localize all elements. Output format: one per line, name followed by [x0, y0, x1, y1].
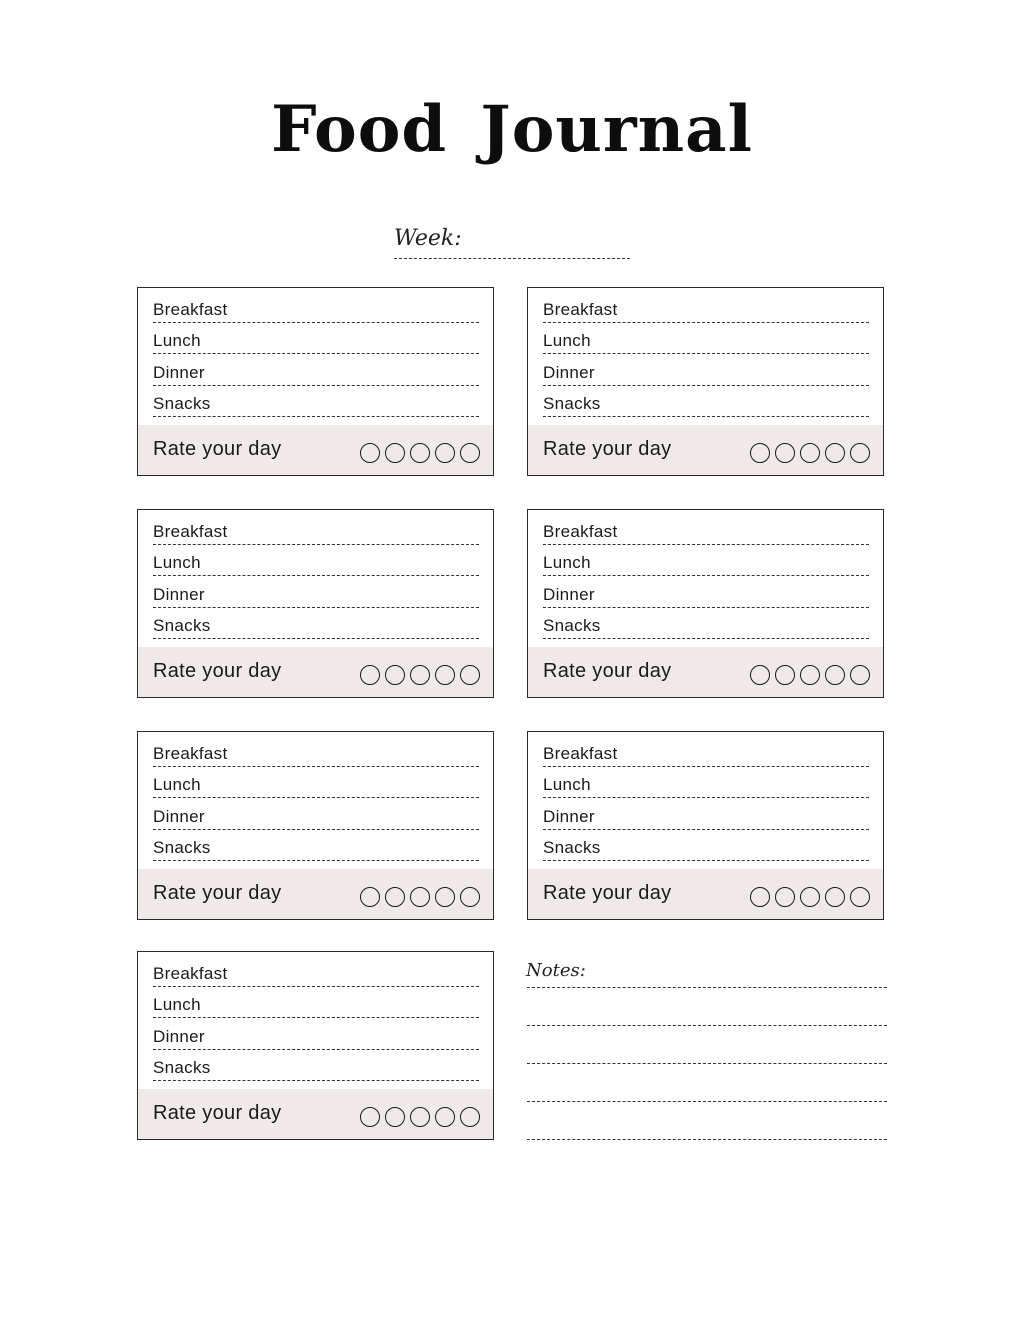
meal-line-dinner[interactable] — [543, 805, 869, 830]
rating-circle-5[interactable] — [850, 887, 870, 907]
meal-line-breakfast[interactable] — [543, 742, 869, 767]
meal-label-breakfast: Breakfast — [543, 522, 618, 541]
rating-circle-5[interactable] — [850, 665, 870, 685]
meal-label-lunch: Lunch — [153, 995, 201, 1014]
rating-circle-1[interactable] — [750, 665, 770, 685]
rating-circle-3[interactable] — [800, 443, 820, 463]
day-card-4 — [527, 509, 884, 698]
meal-label-dinner: Dinner — [153, 1027, 205, 1046]
rating-circle-2[interactable] — [385, 1107, 405, 1127]
rating-circle-1[interactable] — [360, 1107, 380, 1127]
rating-circle-2[interactable] — [385, 443, 405, 463]
rating-circle-5[interactable] — [460, 887, 480, 907]
rate-your-day-label: Rate your day — [543, 660, 672, 682]
rating-circle-1[interactable] — [360, 887, 380, 907]
meal-line-snacks[interactable] — [153, 836, 479, 861]
meal-line-breakfast[interactable] — [543, 298, 869, 323]
day-card-7 — [137, 951, 494, 1140]
rate-your-day-section — [138, 1089, 493, 1139]
page-title: Food Journal — [271, 92, 753, 167]
meal-label-dinner: Dinner — [543, 585, 595, 604]
meal-label-lunch: Lunch — [543, 553, 591, 572]
meal-line-snacks[interactable] — [543, 392, 869, 417]
notes-line-5[interactable] — [527, 1139, 887, 1140]
meal-line-dinner[interactable] — [153, 1025, 479, 1050]
meal-label-lunch: Lunch — [543, 775, 591, 794]
rating-circle-1[interactable] — [360, 443, 380, 463]
meal-line-snacks[interactable] — [543, 614, 869, 639]
meal-label-breakfast: Breakfast — [153, 744, 228, 763]
rate-your-day-label: Rate your day — [153, 882, 282, 904]
rate-your-day-label: Rate your day — [153, 438, 282, 460]
meal-line-breakfast[interactable] — [543, 520, 869, 545]
rating-circle-5[interactable] — [460, 443, 480, 463]
meal-label-snacks: Snacks — [153, 616, 211, 635]
rating-circle-3[interactable] — [410, 443, 430, 463]
meal-label-dinner: Dinner — [153, 585, 205, 604]
rating-circle-2[interactable] — [775, 887, 795, 907]
rate-your-day-label: Rate your day — [153, 660, 282, 682]
rating-circle-5[interactable] — [460, 1107, 480, 1127]
rate-your-day-label: Rate your day — [543, 882, 672, 904]
rating-circle-4[interactable] — [435, 887, 455, 907]
meal-line-snacks[interactable] — [153, 614, 479, 639]
rate-your-day-section — [138, 425, 493, 475]
rating-circle-5[interactable] — [460, 665, 480, 685]
meal-label-lunch: Lunch — [153, 775, 201, 794]
meal-line-breakfast[interactable] — [153, 962, 479, 987]
day-card-2 — [527, 287, 884, 476]
meal-line-dinner[interactable] — [153, 805, 479, 830]
rate-your-day-label: Rate your day — [543, 438, 672, 460]
meal-line-dinner[interactable] — [153, 361, 479, 386]
meal-line-lunch[interactable] — [153, 773, 479, 798]
notes-line-2[interactable] — [527, 1025, 887, 1026]
week-label: Week: — [394, 226, 462, 251]
rating-circle-1[interactable] — [750, 887, 770, 907]
meal-line-breakfast[interactable] — [153, 520, 479, 545]
rating-circle-2[interactable] — [775, 665, 795, 685]
meal-line-lunch[interactable] — [153, 329, 479, 354]
notes-line-3[interactable] — [527, 1063, 887, 1064]
meal-label-dinner: Dinner — [153, 807, 205, 826]
notes-line-4[interactable] — [527, 1101, 887, 1102]
rating-circle-3[interactable] — [410, 665, 430, 685]
day-card-3 — [137, 509, 494, 698]
rating-circle-1[interactable] — [750, 443, 770, 463]
meal-line-lunch[interactable] — [543, 551, 869, 576]
meal-line-dinner[interactable] — [543, 361, 869, 386]
meal-line-snacks[interactable] — [153, 392, 479, 417]
meal-line-dinner[interactable] — [543, 583, 869, 608]
meal-line-breakfast[interactable] — [153, 298, 479, 323]
meal-label-lunch: Lunch — [153, 331, 201, 350]
rating-circle-2[interactable] — [385, 887, 405, 907]
meal-line-dinner[interactable] — [153, 583, 479, 608]
rating-circle-3[interactable] — [410, 887, 430, 907]
rating-circle-4[interactable] — [435, 665, 455, 685]
meal-label-snacks: Snacks — [153, 1058, 211, 1077]
meal-label-breakfast: Breakfast — [153, 300, 228, 319]
rating-circle-2[interactable] — [385, 665, 405, 685]
meal-label-dinner: Dinner — [153, 363, 205, 382]
rating-circle-4[interactable] — [435, 1107, 455, 1127]
rate-your-day-label: Rate your day — [153, 1102, 282, 1124]
meal-label-snacks: Snacks — [153, 394, 211, 413]
rate-your-day-section — [138, 869, 493, 919]
meal-label-snacks: Snacks — [153, 838, 211, 857]
day-card-6 — [527, 731, 884, 920]
day-card-5 — [137, 731, 494, 920]
meal-label-lunch: Lunch — [153, 553, 201, 572]
rating-circle-1[interactable] — [360, 665, 380, 685]
rate-your-day-section — [528, 869, 883, 919]
meal-label-breakfast: Breakfast — [153, 522, 228, 541]
rating-circle-2[interactable] — [775, 443, 795, 463]
meal-line-lunch[interactable] — [543, 329, 869, 354]
rating-circle-5[interactable] — [850, 443, 870, 463]
meal-line-lunch[interactable] — [543, 773, 869, 798]
rating-circle-3[interactable] — [410, 1107, 430, 1127]
meal-label-breakfast: Breakfast — [153, 964, 228, 983]
rate-your-day-section — [528, 425, 883, 475]
rate-your-day-section — [528, 647, 883, 697]
meal-label-dinner: Dinner — [543, 363, 595, 382]
meal-line-snacks[interactable] — [543, 836, 869, 861]
meal-label-snacks: Snacks — [543, 394, 601, 413]
rate-your-day-section — [138, 647, 493, 697]
meal-line-lunch[interactable] — [153, 551, 479, 576]
notes-label: Notes: — [526, 960, 586, 981]
rating-circle-4[interactable] — [825, 443, 845, 463]
meal-label-snacks: Snacks — [543, 616, 601, 635]
meal-label-dinner: Dinner — [543, 807, 595, 826]
week-input-line[interactable] — [394, 258, 630, 259]
rating-circle-3[interactable] — [800, 665, 820, 685]
meal-label-snacks: Snacks — [543, 838, 601, 857]
rating-circle-4[interactable] — [825, 887, 845, 907]
meal-line-snacks[interactable] — [153, 1056, 479, 1081]
day-card-1 — [137, 287, 494, 476]
meal-label-breakfast: Breakfast — [543, 744, 618, 763]
rating-circle-4[interactable] — [435, 443, 455, 463]
rating-circle-3[interactable] — [800, 887, 820, 907]
notes-line-1[interactable] — [527, 987, 887, 988]
meal-label-lunch: Lunch — [543, 331, 591, 350]
meal-label-breakfast: Breakfast — [543, 300, 618, 319]
meal-line-lunch[interactable] — [153, 993, 479, 1018]
rating-circle-4[interactable] — [825, 665, 845, 685]
meal-line-breakfast[interactable] — [153, 742, 479, 767]
